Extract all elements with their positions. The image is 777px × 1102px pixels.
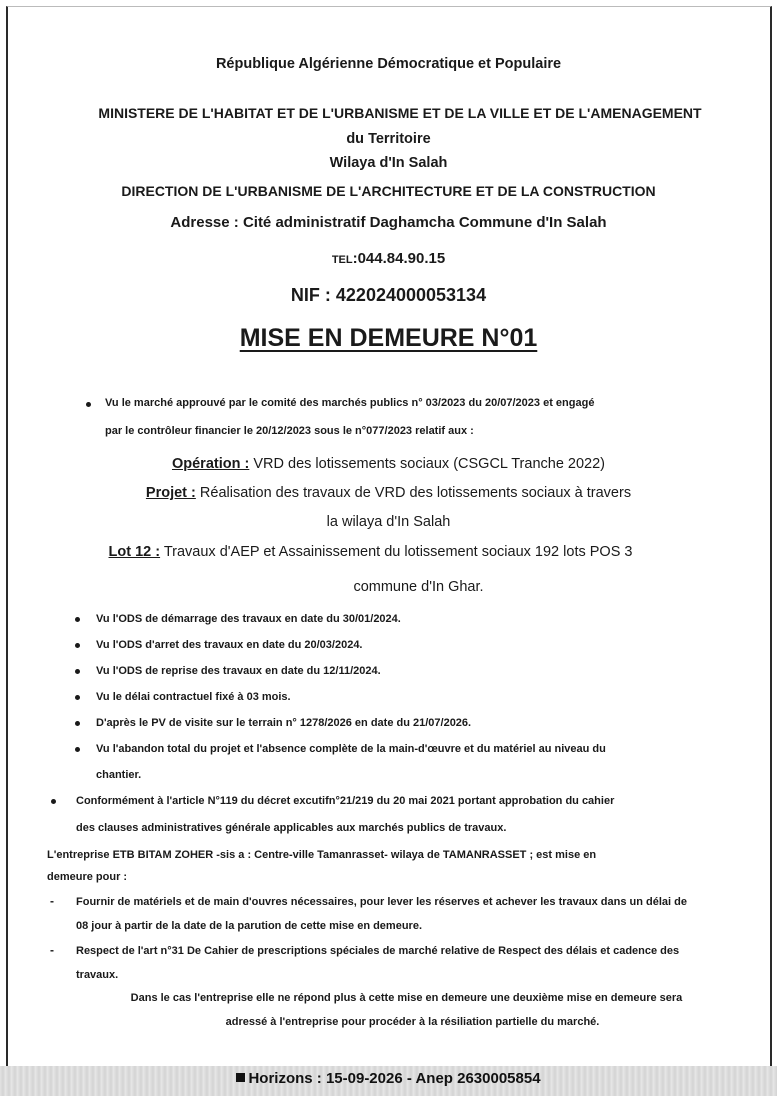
company-line-2: demeure pour : [47, 871, 128, 883]
ministry-heading-cont: du Territoire [346, 131, 431, 147]
bullet-marker [51, 799, 56, 804]
projet-text: Réalisation des travaux de VRD des lotissements sociaux à travers [195, 485, 632, 501]
bullet-marker [75, 721, 80, 726]
article-line-1: Conformément à l'article N°119 du décret excutifn°21/219 du 20 mai 2021 portant approbation du cahier [76, 795, 615, 807]
lot-line [0, 544, 759, 560]
address-line: Adresse : Cité administratif Daghamcha Commune d'In Salah [170, 214, 607, 231]
wilaya-heading: Wilaya d'In Salah [329, 155, 448, 171]
direction-heading: DIRECTION DE L'URBANISME DE L'ARCHITECTURE ET DE LA CONSTRUCTION [121, 183, 656, 199]
dash-item-1-line-2: 08 jour à partir de la date de la parution de cette mise en demeure. [76, 920, 423, 932]
lot-label: Lot 12 : [108, 544, 161, 560]
intro-line-2: par le contrôleur financier le 20/12/2023 sous le n°077/2023 relatif aux : [105, 425, 474, 437]
closing-line-2: adressé à l'entreprise pour procéder à la résiliation partielle du marché. [225, 1016, 600, 1028]
list-item-cont: chantier. [96, 769, 142, 781]
footer-line [0, 1070, 777, 1087]
projet-text-2: la wilaya d'In Salah [326, 514, 451, 530]
republic-heading: République Algérienne Démocratique et Populaire [215, 56, 562, 72]
bullet-marker [75, 669, 80, 674]
operation-text: VRD des lotissements sociaux (CSGCL Tranche 2022) [249, 456, 605, 472]
projet-label: Projet : [145, 485, 196, 501]
list-item: Vu l'abandon total du projet et l'absence complète de la main-d'œuvre et du matériel au niveau du [96, 743, 606, 755]
dash-item-2-line-2: travaux. [76, 969, 119, 981]
footer-text: Horizons : 15-09-2026 - Anep 2630005854 [248, 1070, 541, 1087]
list-item: Vu l'ODS de reprise des travaux en date du 12/11/2024. [96, 665, 381, 677]
lot-text-2: commune d'In Ghar. [353, 579, 484, 595]
dash-item-1-line-1: Fournir de matériels et de main d'ouvres nécessaires, pour lever les réserves et achever les travaux dans un délai de [76, 896, 687, 908]
list-item: Vu le délai contractuel fixé à 03 mois. [96, 691, 291, 703]
nif-line: NIF : 422024000053134 [290, 285, 487, 305]
closing-line-1: Dans le cas l'entreprise elle ne répond plus à cette mise en demeure une deuxième mise en demeure sera [130, 992, 683, 1004]
tel-line [0, 250, 777, 267]
lot-line-2 [30, 579, 777, 595]
intro-line-1: Vu le marché approuvé par le comité des marchés publics n° 03/2023 du 20/07/2023 et engagé [105, 397, 595, 409]
bullet-marker [75, 695, 80, 700]
tel-value: :044.84.90.15 [352, 250, 446, 267]
dash-marker: - [50, 894, 54, 908]
company-line-1: L'entreprise ETB BITAM ZOHER -sis a : Centre-ville Tamanrasset- wilaya de TAMANRASSET ; est mise en [47, 849, 597, 861]
projet-line [0, 485, 777, 501]
operation-label: Opération : [171, 456, 250, 472]
article-line-2: des clauses administratives générale applicables aux marchés publics de travaux. [76, 822, 507, 834]
bullet-marker [75, 643, 80, 648]
bullet-marker [75, 617, 80, 622]
ministry-heading: MINISTERE DE L'HABITAT ET DE L'URBANISME ET DE LA VILLE ET DE L'AMENAGEMENT [98, 105, 702, 121]
bullet-marker [86, 402, 91, 407]
list-item: Vu l'ODS d'arret des travaux en date du 20/03/2024. [96, 639, 363, 651]
document-title: MISE EN DEMEURE N°01 [239, 324, 538, 352]
dash-item-2-line-1: Respect de l'art n°31 De Cahier de prescriptions spéciales de marché relative de Respect des délais et cadence des [76, 945, 680, 957]
list-item: D'après le PV de visite sur le terrain n° 1278/2026 en date du 21/07/2026. [96, 717, 472, 729]
bullet-marker [75, 747, 80, 752]
square-icon [236, 1073, 245, 1082]
lot-text: Travaux d'AEP et Assainissement du lotissement sociaux 192 lots POS 3 [160, 544, 633, 560]
operation-line [0, 456, 777, 472]
list-item: Vu l'ODS de démarrage des travaux en date du 30/01/2024. [96, 613, 401, 625]
dash-marker: - [50, 943, 54, 957]
projet-line-2 [0, 514, 777, 530]
tel-label: TEL [331, 254, 353, 266]
